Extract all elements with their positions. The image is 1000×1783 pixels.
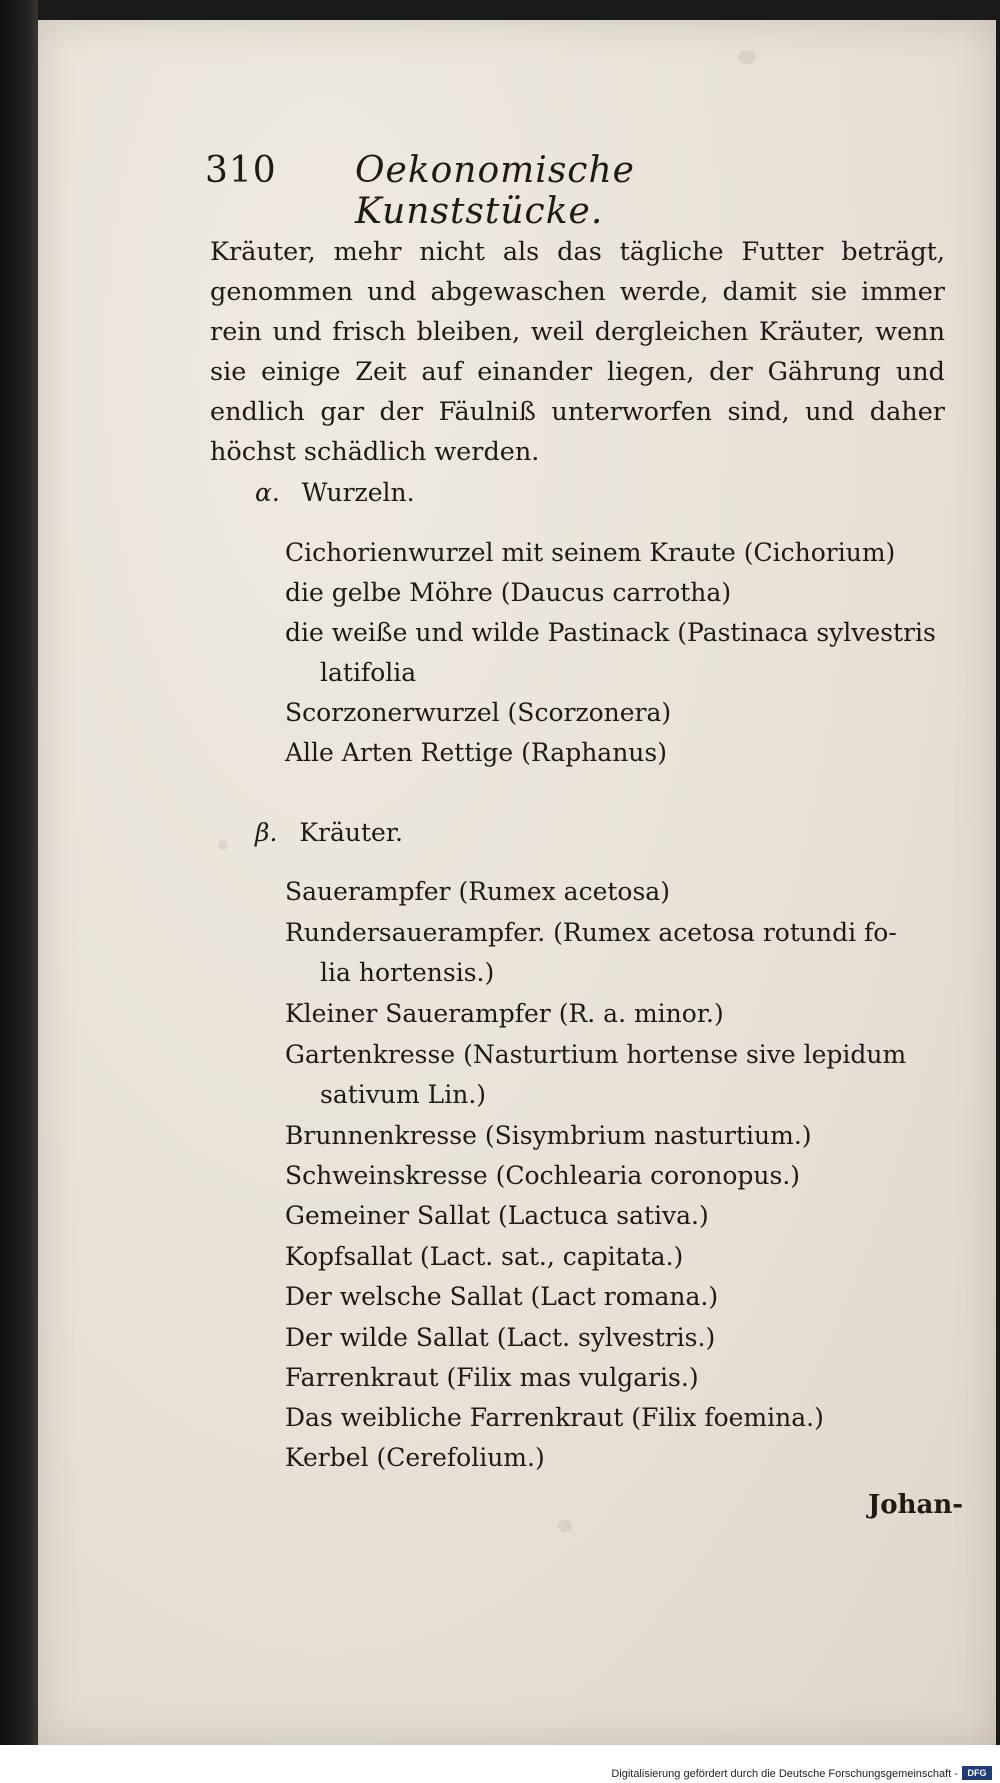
list-item [285,1358,945,1398]
paper-stain [738,50,756,64]
book-spine-edge [0,0,38,1783]
entry-line: Brunnenkresse (Sisymbrium nasturtium.) [285,1121,812,1150]
section-title: Kräuter. [299,818,403,847]
section-heading-wurzeln [255,478,415,507]
list-item [285,872,945,912]
entry-line: die weiße und wilde Pastinack (Pastinaca sylvestris [285,618,936,647]
list-item [285,1035,945,1115]
digitization-credit: Digitalisierung gefördert durch die Deutsche Forschungsgemeinschaft - [611,1768,958,1780]
entry-line: Kerbel (Cerefolium.) [285,1443,545,1472]
entry-line: die gelbe Möhre (Daucus carrotha) [285,578,732,607]
entry-continuation: latifolia [320,658,417,687]
list-item [285,693,945,733]
entry-line: Der welsche Sallat (Lact romana.) [285,1282,719,1311]
entry-line: Cichorienwurzel mit seinem Kraute (Cichorium) [285,538,896,567]
section-title: Wurzeln. [301,478,415,507]
list-item [285,1398,945,1438]
page-header [205,150,805,232]
entry-line: Gemeiner Sallat (Lactuca sativa.) [285,1201,709,1230]
list-item [285,1156,945,1196]
list-item [285,1318,945,1358]
list-item [285,1196,945,1236]
list-item [285,1116,945,1156]
dfg-logo: DFG [962,1766,992,1780]
paper-stain [218,840,228,850]
list-item [285,573,945,613]
entry-line: Kleiner Sauerampfer (R. a. minor.) [285,999,724,1028]
section-marker: α. [255,478,280,507]
entry-line: Farrenkraut (Filix mas vulgaris.) [285,1363,699,1392]
list-item [285,1438,945,1478]
entry-continuation: sativum Lin.) [320,1080,487,1109]
list-item [285,733,945,773]
list-item [285,913,945,993]
entry-line: Gartenkresse (Nasturtium hortense sive lepidum [285,1040,907,1069]
entry-line: Alle Arten Rettige (Raphanus) [285,738,667,767]
list-item [285,1277,945,1317]
entry-line: Scorzonerwurzel (Scorzonera) [285,698,672,727]
entry-continuation: lia hortensis.) [320,958,495,987]
entry-line: Der wilde Sallat (Lact. sylvestris.) [285,1323,716,1352]
paper-stain [558,1520,572,1532]
list-item [285,533,945,573]
catchword: Johan- [868,1490,964,1520]
section-marker: β. [255,818,278,847]
intro-paragraph: Kräuter, mehr nicht als das tägliche Futter beträgt, genommen und abgewaschen werde, damit sie immer rein und frisch bleiben, weil dergleichen Kräuter, wenn sie einige Zeit auf einander liegen, der Gährung und endlich gar der Fäulniß unterworfen sind, und daher höchst schädlich werden. [210,237,945,467]
page-number: 310 [205,150,277,191]
section-heading-kraeuter [255,818,403,847]
entry-line: Das weibliche Farrenkraut (Filix foemina.) [285,1403,824,1432]
list-item [285,613,945,693]
list-item [285,1237,945,1277]
entry-line: Kopfsallat (Lact. sat., capitata.) [285,1242,684,1271]
running-head: Oekonomische Kunststücke. [355,150,635,232]
list-item [285,994,945,1034]
entry-line: Schweinskresse (Cochlearia coronopus.) [285,1161,801,1190]
entry-line: Sauerampfer (Rumex acetosa) [285,877,670,906]
entry-line: Rundersauerampfer. (Rumex acetosa rotundi fo- [285,918,897,947]
